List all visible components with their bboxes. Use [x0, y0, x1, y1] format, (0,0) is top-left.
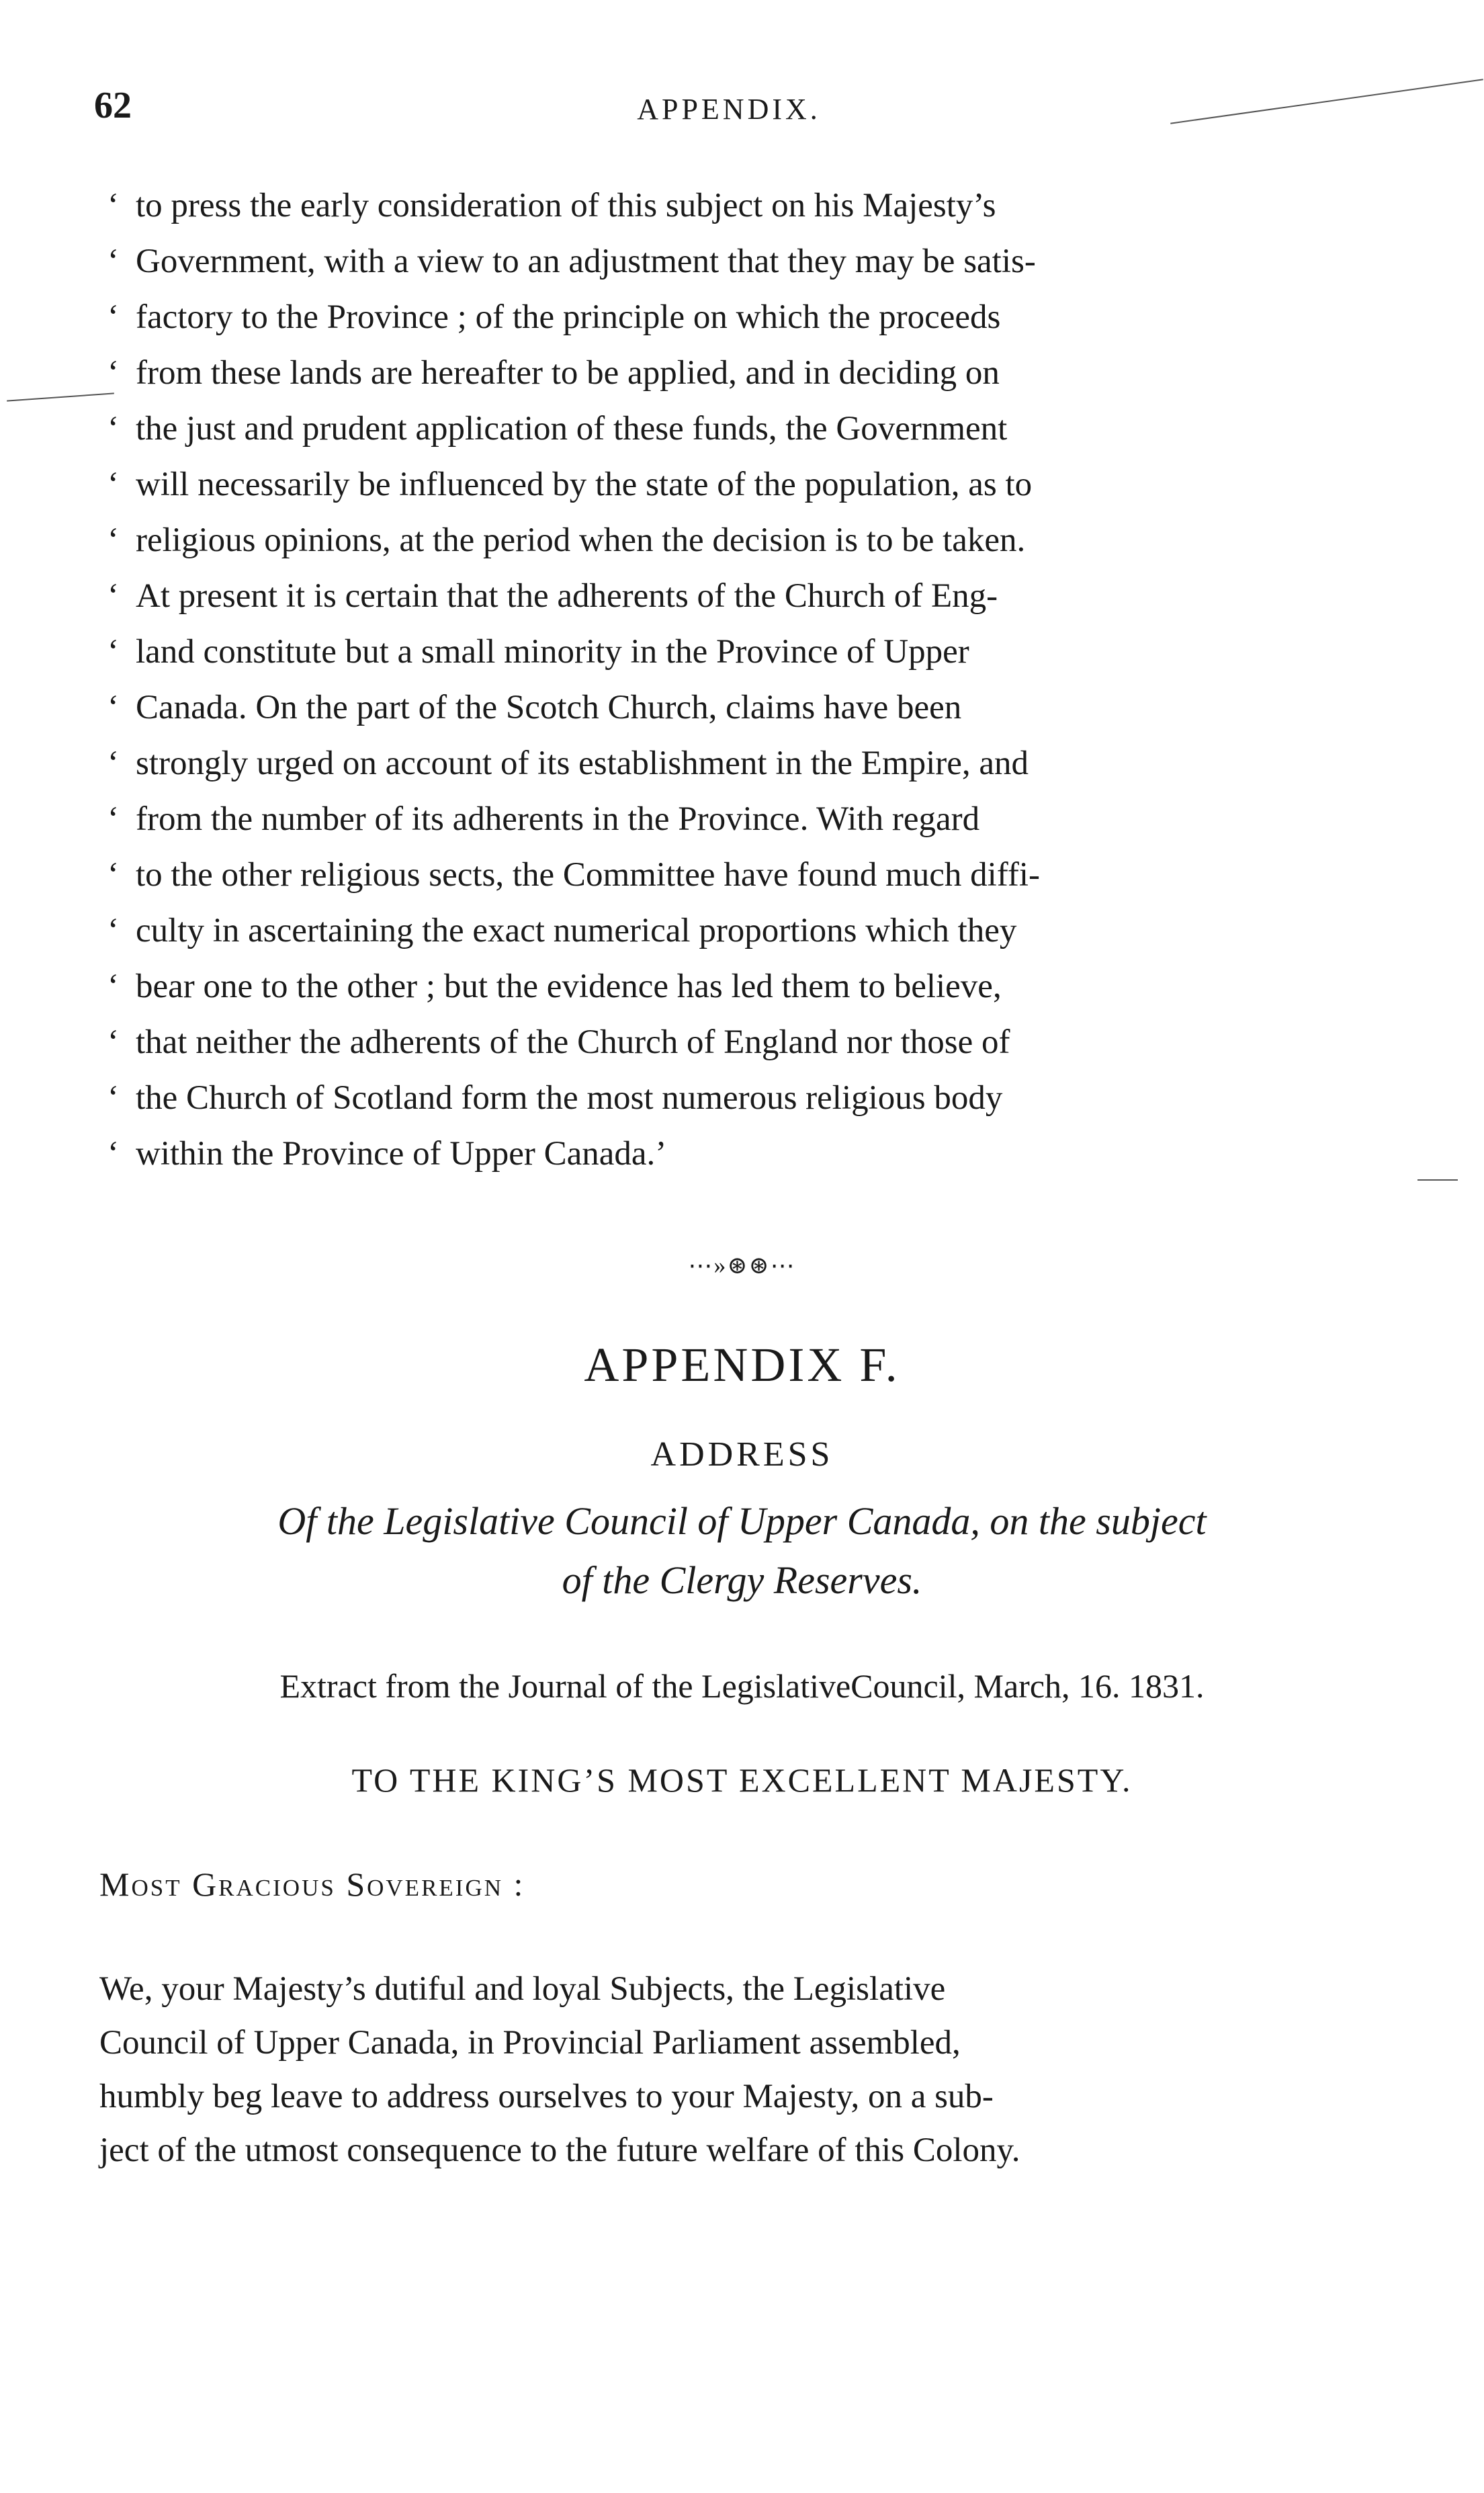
salutation: Most Gracious Sovereign :	[99, 1865, 525, 1903]
quote-line	[107, 290, 1360, 345]
quoted-passage	[107, 178, 1360, 1182]
quote-mark: ‘	[107, 968, 119, 1005]
quote-line-text: to press the early consideration of this subject on his Majesty’s	[136, 187, 996, 224]
quote-mark: ‘	[107, 912, 119, 949]
page-number: 62	[94, 85, 132, 126]
page-header	[94, 84, 1364, 131]
quote-line-text: factory to the Province ; of the principle on which the proceeds	[136, 298, 1001, 336]
address-body	[99, 1962, 1362, 2177]
quote-line-text: culty in ascertaining the exact numerical proportions which they	[136, 912, 1017, 949]
quote-line-text: bear one to the other ; but the evidence has led them to believe,	[136, 968, 1002, 1005]
journal-extract-note: Extract from the Journal of the LegislativeCouncil, March, 16. 1831.	[279, 1667, 1205, 1705]
quote-line	[107, 513, 1360, 568]
quote-line-text: strongly urged on account of its establishment in the Empire, and	[136, 745, 1029, 782]
quote-mark: ‘	[107, 521, 119, 559]
subtitle-line: Of the Legislative Council of Upper Canada, on the subject	[277, 1499, 1207, 1543]
document-type: ADDRESS	[650, 1435, 834, 1474]
quote-line-text: land constitute but a small minority in the Province of Upper	[136, 633, 969, 671]
quote-mark: ‘	[107, 243, 119, 280]
body-line: humbly beg leave to address ourselves to your Majesty, on a sub-	[99, 2078, 994, 2115]
quote-mark: ‘	[107, 577, 119, 615]
quote-mark: ‘	[107, 1023, 119, 1061]
subtitle-line: of the Clergy Reserves.	[562, 1558, 922, 1602]
appendix-subtitle	[0, 1492, 1484, 1610]
quote-line	[107, 345, 1360, 401]
quote-line	[107, 624, 1360, 680]
addressee: TO THE KING’S MOST EXCELLENT MAJESTY.	[351, 1761, 1133, 1799]
quote-mark: ‘	[107, 856, 119, 894]
quote-mark: ‘	[107, 745, 119, 782]
quote-line	[107, 457, 1360, 513]
quote-line-text: the Church of Scotland form the most numerous religious body	[136, 1079, 1003, 1117]
quote-line-text: religious opinions, at the period when the decision is to be taken.	[136, 521, 1026, 559]
quote-line-text: Canada. On the part of the Scotch Church, claims have been	[136, 689, 962, 726]
section-divider-ornament: ⋯»⊛⊛⋯	[688, 1252, 796, 1279]
quote-line	[107, 178, 1360, 234]
scan-mark	[7, 392, 114, 401]
quote-line-text: that neither the adherents of the Church of England nor those of	[136, 1023, 1010, 1061]
quote-line	[107, 1015, 1360, 1070]
quote-line	[107, 680, 1360, 736]
appendix-title: APPENDIX F.	[584, 1338, 900, 1392]
quote-mark: ‘	[107, 689, 119, 726]
quote-line-text: Government, with a view to an adjustment that they may be satis-	[136, 243, 1036, 280]
scan-mark	[1417, 1179, 1458, 1181]
quote-line	[107, 903, 1360, 959]
quote-line-text: the just and prudent application of these funds, the Government	[136, 410, 1008, 448]
running-head: APPENDIX.	[637, 93, 821, 126]
quote-line	[107, 959, 1360, 1015]
quote-mark: ‘	[107, 410, 119, 448]
quote-mark: ‘	[107, 800, 119, 838]
quote-line	[107, 736, 1360, 792]
body-line: We, your Majesty’s dutiful and loyal Subjects, the Legislative	[99, 1970, 946, 2008]
quote-line	[107, 1070, 1360, 1126]
quote-mark: ‘	[107, 298, 119, 336]
quote-line-text: within the Province of Upper Canada.’	[136, 1135, 667, 1173]
quote-line-text: from the number of its adherents in the Province. With regard	[136, 800, 980, 838]
quote-line	[107, 234, 1360, 290]
quote-mark: ‘	[107, 187, 119, 224]
quote-mark: ‘	[107, 1079, 119, 1117]
quote-mark: ‘	[107, 354, 119, 392]
quote-line	[107, 792, 1360, 847]
quote-line-text: to the other religious sects, the Committee have found much diffi-	[136, 856, 1040, 894]
quote-line	[107, 1126, 1360, 1182]
quote-line-text: At present it is certain that the adherents of the Church of Eng-	[136, 577, 998, 615]
quote-mark: ‘	[107, 1135, 119, 1173]
body-line: Council of Upper Canada, in Provincial Parliament assembled,	[99, 2024, 961, 2062]
quote-mark: ‘	[107, 466, 119, 503]
quote-line-text: will necessarily be influenced by the state of the population, as to	[136, 466, 1033, 503]
quote-line	[107, 847, 1360, 903]
quote-line-text: from these lands are hereafter to be applied, and in deciding on	[136, 354, 1000, 392]
quote-mark: ‘	[107, 633, 119, 671]
body-line: ject of the utmost consequence to the future welfare of this Colony.	[99, 2131, 1020, 2169]
quote-line	[107, 568, 1360, 624]
quote-line	[107, 401, 1360, 457]
